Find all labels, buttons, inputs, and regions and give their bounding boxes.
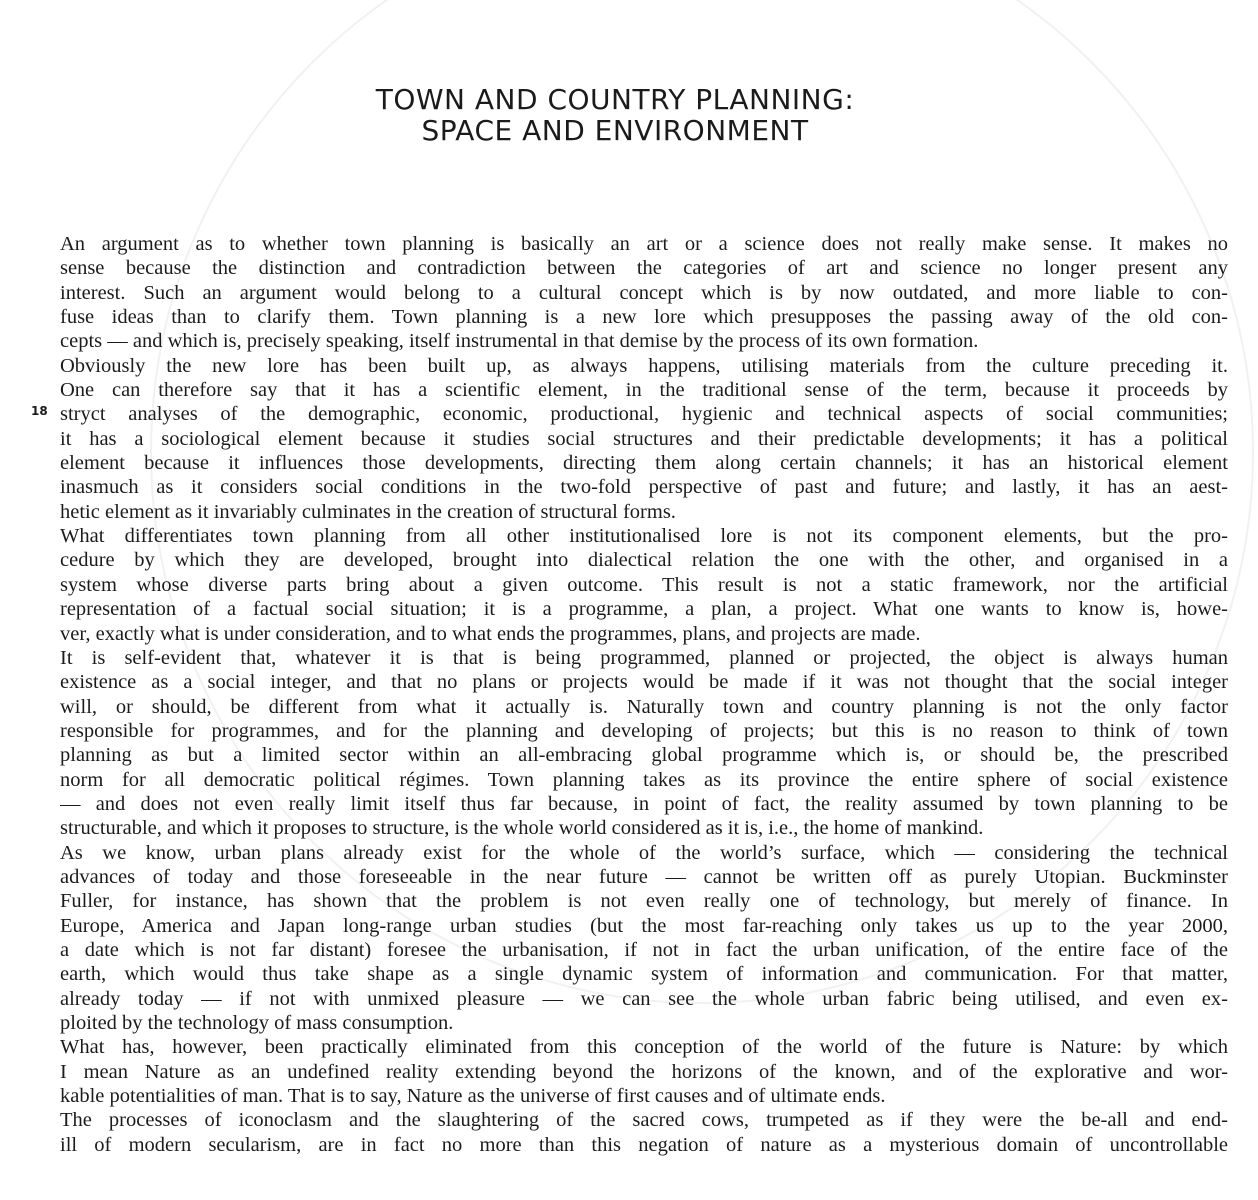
- text-line: stryct analyses of the demographic, economic, productional, hygienic and technical aspects of social communities;: [60, 403, 1228, 426]
- text-line: cepts — and which is, precisely speaking, itself instrumental in that demise by the process of its own formation.: [60, 330, 979, 353]
- text-line: ill of modern secularism, are in fact no more than this negation of nature as a mysterious domain of uncontrollable: [60, 1133, 1228, 1156]
- text-line: a date which is not far distant) foresee the urbanisation, if not in fact the urban unification, of the entire face of the: [60, 938, 1228, 961]
- text-line: already today — if not with unmixed pleasure — we can see the whole urban fabric being utilised, and even ex-: [60, 987, 1228, 1010]
- paragraph: [60, 646, 1228, 841]
- text-line: kable potentialities of man. That is to say, Nature as the universe of first causes and of ultimate ends.: [60, 1085, 886, 1108]
- chapter-title-line-1: TOWN AND COUNTRY PLANNING:: [375, 83, 855, 116]
- text-line: hetic element as it invariably culminates in the creation of structural forms.: [60, 500, 676, 523]
- text-line: representation of a factual social situation; it is a programme, a plan, a project. What one wants to know is, howe-: [60, 598, 1228, 621]
- text-line: it has a sociological element because it studies social structures and their predictable developments; it has a political: [60, 427, 1228, 450]
- text-line: responsible for programmes, and for the planning and developing of projects; but this is no reason to think of town: [60, 719, 1228, 742]
- paragraph: [60, 524, 1228, 646]
- paragraph: [60, 1035, 1228, 1108]
- chapter-title-line-2: SPACE AND ENVIRONMENT: [421, 114, 809, 147]
- text-line: cedure by which they are developed, brought into dialectical relation the one with the other, and organised in a: [60, 549, 1228, 572]
- text-line: earth, which would thus take shape as a single dynamic system of information and communication. For that matter,: [60, 963, 1228, 986]
- text-line: The processes of iconoclasm and the slaughtering of the sacred cows, trumpeted as if they were the be-all and end-: [60, 1109, 1228, 1132]
- text-line: system whose diverse parts bring about a given outcome. This result is not a static framework, nor the artificial: [60, 573, 1228, 596]
- text-line: It is self-evident that, whatever it is that is being programmed, planned or projected, the object is always human: [60, 646, 1228, 669]
- body-text: [60, 232, 1228, 1157]
- chapter-title: [0, 84, 1230, 146]
- text-line: advances of today and those foreseeable in the near future — cannot be written off as purely Utopian. Buckminster: [60, 865, 1228, 888]
- text-line: existence as a social integer, and that no plans or projects would be made if it was not thought that the social integer: [60, 671, 1228, 694]
- paragraph: [60, 1108, 1228, 1157]
- text-line: planning as but a limited sector within an all-embracing global programme which is, or should be, the prescribed: [60, 744, 1228, 767]
- text-line: element because it influences those developments, directing them along certain channels; it has an historical element: [60, 452, 1228, 475]
- page-number: 18: [31, 404, 48, 418]
- text-line: I mean Nature as an undefined reality extending beyond the horizons of the known, and of the explorative and wor-: [60, 1060, 1228, 1083]
- text-line: fuse ideas than to clarify them. Town planning is a new lore which presupposes the passing away of the old con-: [60, 306, 1228, 329]
- text-line: inasmuch as it considers social conditions in the two-fold perspective of past and future; and lastly, it has an aest-: [60, 476, 1228, 499]
- text-line: What has, however, been practically eliminated from this conception of the world of the future is Nature: by which: [60, 1036, 1228, 1059]
- text-line: Europe, America and Japan long-range urban studies (but the most far-reaching only takes us up to the year 2000,: [60, 914, 1228, 937]
- text-line: structurable, and which it proposes to structure, is the whole world considered as it is, i.e., the home of mankind.: [60, 817, 984, 840]
- text-line: Obviously the new lore has been built up, as always happens, utilising materials from the culture preceding it.: [60, 354, 1228, 377]
- text-line: will, or should, be different from what it actually is. Naturally town and country planning is not the only factor: [60, 695, 1228, 718]
- text-line: ver, exactly what is under consideration, and to what ends the programmes, plans, and projects are made.: [60, 622, 921, 645]
- text-line: — and does not even really limit itself thus far because, in point of fact, the reality assumed by town planning to be: [60, 792, 1228, 815]
- paragraph: [60, 841, 1228, 1036]
- text-line: Fuller, for instance, has shown that the problem is not even really one of technology, but merely of finance. In: [60, 890, 1228, 913]
- text-line: norm for all democratic political régimes. Town planning takes as its province the entire sphere of social existence: [60, 768, 1228, 791]
- text-line: ploited by the technology of mass consumption.: [60, 1012, 454, 1034]
- text-line: One can therefore say that it has a scientific element, in the traditional sense of the term, because it proceeds by: [60, 379, 1228, 402]
- text-line: As we know, urban plans already exist for the whole of the world’s surface, which — considering the technical: [60, 841, 1228, 864]
- text-line: sense because the distinction and contradiction between the categories of art and science no longer present any: [60, 257, 1228, 280]
- text-line: What differentiates town planning from all other institutionalised lore is not its component elements, but the pro-: [60, 525, 1228, 548]
- paragraph: [60, 232, 1228, 354]
- text-line: interest. Such an argument would belong to a cultural concept which is by now outdated, and more liable to con-: [60, 281, 1228, 304]
- text-line: An argument as to whether town planning is basically an art or a science does not really make sense. It makes no: [60, 233, 1228, 255]
- paragraph: [60, 354, 1228, 524]
